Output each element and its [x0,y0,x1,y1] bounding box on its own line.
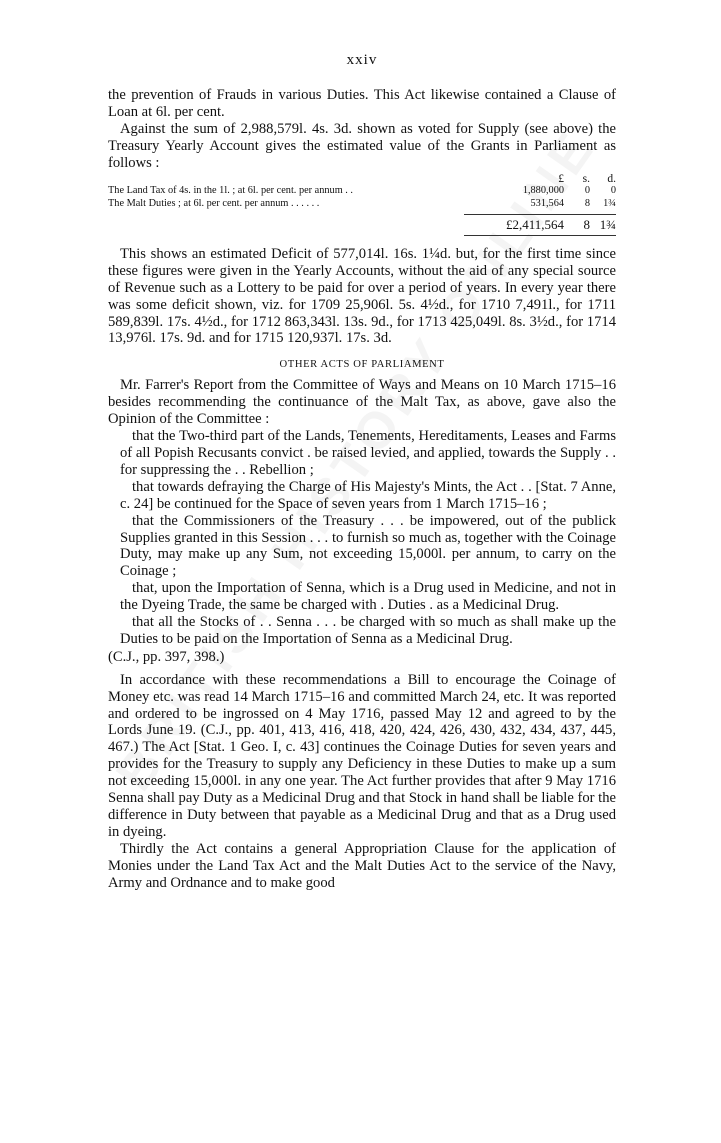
quote-mints: that towards defraying the Charge of His Majesty's Mints, the Act . . [Stat. 7 Anne, c. 24] be continued for the Space of seven years from 1 March 1715–16 ; [120,478,616,512]
quote-recusants: that the Two-third part of the Lands, Tenements, Hereditaments, Leases and Farms of all Popish Recusants convict . be raised levied, and applied, towards the Supply . . for suppressing the . . Rebellion ; [120,428,616,478]
section-heading: OTHER ACTS OF PARLIAMENT [279,359,445,371]
grants-table [108,173,616,236]
document-page [108,52,616,892]
total-pence: 1¾ [599,217,616,233]
paragraph-appropriation: Thirdly the Act contains a general Appropriation Clause for the application of Monies under the Land Tax Act and the Malt Duties Act to the service of the Navy, Army and Ordnance and to make good [108,840,616,891]
total-shillings: 8 [583,217,590,233]
paragraph-coinage-bill: In accordance with these recommendations a Bill to encourage the Coinage of Money etc. was read 14 March 1715–16 and committed March 24, etc. It was reported and ordered to be ingrossed on 4 May 1716, passed May 12 and agreed to by the Lords June 19. (C.J., pp. 401, 413, 416, 418, 420, 424, 426, 430, 432, 434, 437, 445, 467.) The Act [Stat. 1 Geo. I, c. 43] continues the Coinage Duties for seven years and provides for the Treasury to supply any Deficiency in these Duties to make up a sum not exceeding 15,000l. in any one year. The Act further provides that after 9 May 1716 Senna shall pay Duty as a Medicinal Drug and that Stock in hand shall be liable for the difference in Duty between that payable as a Medicinal Drug and that as a Drug used in dyeing. [108,671,616,840]
quote-senna-stocks: that all the Stocks of . . Senna . . . be charged with so much as shall make up the Duties to be paid on the Importation of Senna as a Medicinal Drug. [120,614,616,647]
total-pounds: £2,411,564 [505,217,564,233]
paragraph-report: Mr. Farrer's Report from the Committee of Ways and Means on 10 March 1715–16 besides recommending the continuance of the Malt Tax, as above, gave also the Opinion of the Committee : [108,377,616,428]
row-shillings: 8 [584,197,590,209]
header-pence: d. [607,172,616,185]
paragraph-frauds: the prevention of Frauds in various Duties. This Act likewise contained a Clause of Loan at 6l. per cent. [108,87,616,120]
paragraph-deficit: This shows an estimated Deficit of 577,014l. 16s. 1¼d. but, for the first time since these figures were given in the Yearly Accounts, without the aid of any special source of Revenue such as a Lottery to be paid for over a period of years. In every year there was some deficit shown, viz. for 1709 25,906l. 5s. 4½d., for 1710 7,491l., for 1711 589,839l. 17s. 4½d., for 1712 863,343l. 13s. 9d., for 1713 425,049l. 8s. 3½d., for 1714 13,976l. 17s. 9d. and for 1715 120,937l. 17s. 3d. [108,245,616,347]
row-pounds: 531,564 [530,197,564,209]
table-row [108,198,616,211]
page-number: xxiv [346,52,378,68]
grants-total [464,214,616,236]
quote-treasury: that the Commissioners of the Treasury . . . be impowered, out of the publick Supplies granted in this Session . . . to furnish so much as, together with the Coinage Duty, may make up any Sum, not exceeding 15,000l. per annum, to carry on the Coinage ; [120,512,616,580]
table-row [108,185,616,198]
row-label: The Land Tax of 4s. in the 1l. ; at 6l. per cent. per annum . . [108,185,354,197]
quote-senna-import: that, upon the Importation of Senna, which is a Drug used in Medicine, and not in the Dyeing Trade, the same be charged with . Duties . as a Medicinal Drug. [120,580,616,614]
header-shillings: s. [582,172,590,185]
row-pence: 0 [610,185,616,197]
citation: (C.J., pp. 397, 398.) [108,648,225,665]
grants-table-header [108,173,616,186]
paragraph-supply: Against the sum of 2,988,579l. 4s. 3d. shown as voted for Supply (see above) the Treasury Yearly Account gives the estimated value of the Grants in Parliament as follows : [108,120,616,171]
header-pounds: £ [558,172,564,185]
row-shillings: 0 [584,185,590,197]
row-pounds: 1,880,000 [522,185,564,197]
row-label: The Malt Duties ; at 6l. per cent. per annum . . . . . . [108,197,320,209]
row-pence: 1¾ [603,197,616,209]
